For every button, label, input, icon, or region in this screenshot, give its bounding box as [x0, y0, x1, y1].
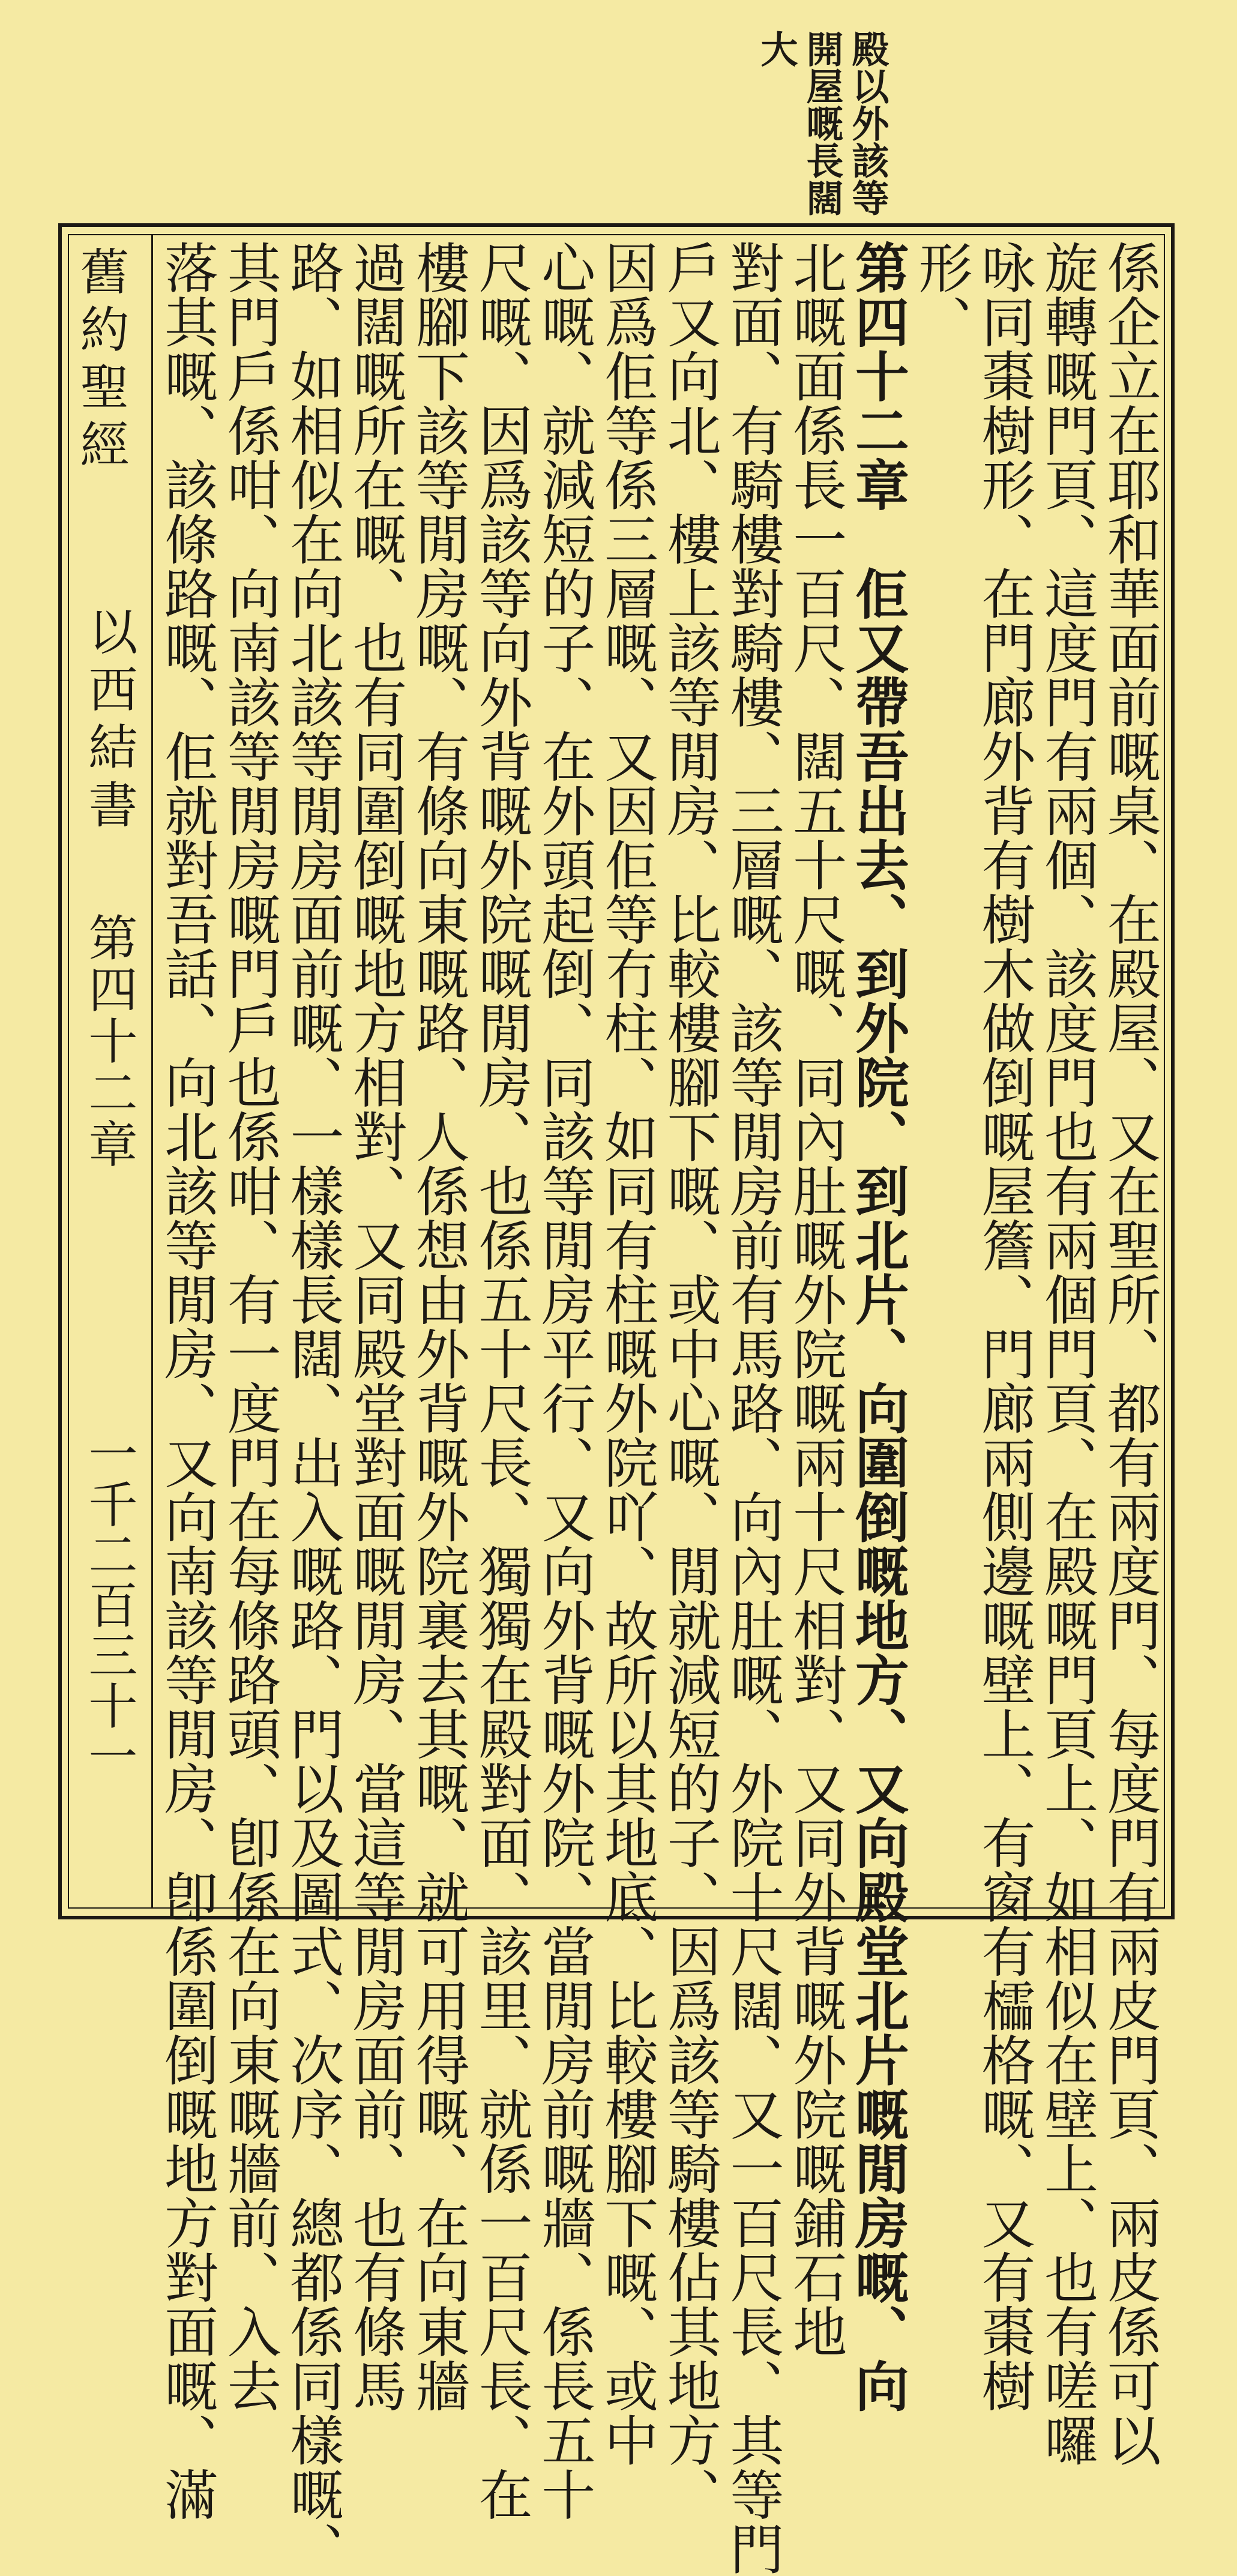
- gloss-column: 開屋嘅長闊: [800, 30, 844, 216]
- text-column: 北嘅面係長一百尺、闊五十尺嘅、同內肚嘅外院嘅兩十尺相對、又同外背嘅外院嘅鋪石地: [783, 240, 847, 2359]
- page-number: 一千二百三十一: [80, 1428, 137, 1781]
- running-header-rule: [151, 234, 153, 1909]
- text-column: 係企立在耶和華面前嘅桌、在殿屋、又在聖所、都有兩度門、每度門有兩皮門頁、兩皮係可以: [1097, 240, 1161, 2467]
- text-column: 落其嘅、該條路嘅、佢就對吾話、向北該等閒房、又向南該等閒房、卽係圍倒嘅地方對面嘅、滿: [155, 240, 218, 2521]
- gloss-column: 殿以外該等: [846, 30, 889, 216]
- text-column: 旋轉嘅門頁、這度門有兩個、該度門也有兩個門頁、在殿嘅門頁上、如相似在壁上、也有嗟囉: [1035, 240, 1098, 2467]
- chapter-heading-column: 第四十二章 佢又帶吾出去、到外院、到北片、向圍倒嘅地方、又向殿堂北片嘅閒房嘅、向: [845, 240, 909, 2413]
- running-chapter: 第四十二章: [80, 912, 137, 1170]
- text-column: 心嘅、就減短的子、在外頭起倒、同該等閒房平行、又向外背嘅外院、當閒房前嘅牆、係長五十: [532, 240, 595, 2521]
- marginal-gloss: [750, 30, 888, 228]
- text-column: 因爲佢等係三層嘅、又因佢等冇柱、如同有柱嘅外院吖、故所以其地底、比較樓腳下嘅、或中: [595, 240, 658, 2467]
- text-column: 戶又向北、樓上該等閒房、比較樓腳下嘅、或中心嘅、閒就減短的子、因爲該等騎樓佔其地方、: [657, 240, 721, 2521]
- text-column: 咏同棗樹形、在門廊外背有樹木做倒嘅屋簷、門廊兩側邊嘅壁上、有窗有櫺格嘅、又有棗樹: [972, 240, 1035, 2413]
- running-title: 舊約聖經: [72, 246, 129, 477]
- text-column: 過闊嘅所在嘅、也有同圍倒嘅地方相對、又同殿堂對面嘅閒房、當這等閒房面前、也有條馬: [343, 240, 407, 2413]
- text-column: 樓腳下該等閒房嘅、有條向東嘅路、人係想由外背嘅外院裏去其嘅、就可用得嘅、在向東牆: [406, 240, 469, 2413]
- text-column: 對面、有騎樓對騎樓、三層嘅、該等閒房前有馬路、向內肚嘅、外院十尺闊、又一百尺長、其等門: [720, 240, 784, 2576]
- gloss-column: 大: [754, 30, 798, 67]
- body-text: [155, 240, 1161, 2576]
- text-column: 形、: [909, 240, 972, 349]
- text-column: 路、如相似在向北該等閒房面前嘅、一樣樣長闊、出入嘅路、門以及圖式、次序、總都係同樣嘅、: [280, 240, 344, 2576]
- text-column: 尺嘅、因爲該等向外背嘅外院嘅閒房、也係五十尺長、獨獨在殿對面、該里、就係一百尺長、在: [469, 240, 532, 2521]
- text-column: 其門戶係咁、向南該等閒房嘅門戶也係咁、有一度門在每條路頭、卽係在向東嘅牆前、入去: [217, 240, 281, 2413]
- running-book: 以西結書: [80, 606, 137, 837]
